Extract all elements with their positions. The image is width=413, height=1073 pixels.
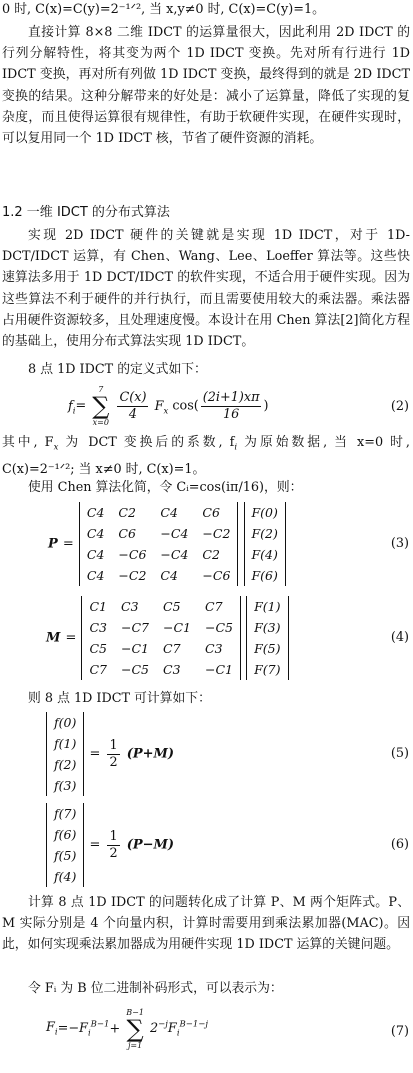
eq4-matrix: C1 C3 C5 C7 C3 −C7 −C1 −C5 C5 −C1 C7 C3 C7 −C5 C3 −C1 xyxy=(81,596,241,680)
equation-3: P = C4 C2 C4 C6 C4 C6 −C4 −C2 C4 −C6 −C4 C2 C4 −C2 C4 −C6 F(0) F(2) F(4) F(6) (3) xyxy=(0,500,413,588)
paragraph-row-column-decomposition: 直接计算 8×8 二维 IDCT 的运算量很大，因此利用 2D IDCT 的行列分解特性，将其变为两个 1D IDCT 变换。先对所有行进行 1D IDCT 变换，再对所有列做 1D IDCT 变换，最终得到的就是 2D IDCT 变换的结果。这种分解带来的好处是：减小了运算量，降低了实现的复杂度，而且使得运算很有规律性，有助于软硬件实现，在硬件实现时，可以复用同一个 1D IDCT 核，节省了硬件资源的消耗。 xyxy=(2,25,410,147)
eq5-half: $\frac{1}{2}$ xyxy=(109,737,118,770)
eq3-label: P xyxy=(48,536,58,552)
paragraph-twos-complement: 令 Fᵢ 为 B 位二进制补码形式，可以表示为： xyxy=(28,981,283,996)
text-line-top: 0 时, C(x)=C(y)=2⁻¹ᐟ², 当 x,y≠0 时, C(x)=C(y)=1。 xyxy=(2,2,325,17)
eq7-lhs: $F_i$ xyxy=(46,1020,58,1038)
paragraph-definition-intro: 8 点 1D IDCT 的定义式如下： xyxy=(28,362,207,377)
paragraph-where: 其中, $F_x$ 为 DCT 变换后的系数, $f_i$ 为原始数据, 当 x=0 时, C(x)=2⁻¹ᐟ²; 当 x≠0 时, C(x)=1。 xyxy=(2,435,410,477)
eq6-half: $\frac{1}{2}$ xyxy=(109,828,118,861)
eq3-vector: F(0) F(2) F(4) F(6) xyxy=(244,502,286,586)
equation-4: M = C1 C3 C5 C7 C3 −C7 −C1 −C5 C5 −C1 C7 C3 C7 −C5 C3 −C1 F(1) F(3) F(5) F(7) (4) xyxy=(0,594,413,682)
eq6-number: (6) xyxy=(390,837,409,852)
eq2-sum-symbol: 7 ∑ x=0 xyxy=(92,385,110,427)
equation-5: f(0) f(1) f(2) f(3) = $\frac{1}{2}$ (P+M) (5) xyxy=(0,712,413,798)
eq6-vector: f(7) f(6) f(5) f(4) xyxy=(46,803,84,887)
eq4-vector: F(1) F(3) F(5) F(7) xyxy=(246,596,288,680)
eq4-number: (4) xyxy=(390,630,409,645)
eq7-sum-symbol: B−1 ∑ j=1 xyxy=(126,1008,144,1050)
eq6-expr: (P−M) xyxy=(126,837,175,853)
eq2-cos-fraction: $\frac{(2i+1)x\pi}{16}$ xyxy=(202,389,260,422)
paragraph-distributed-algorithm: 实现 2D IDCT 硬件的关键就是实现 1D IDCT，对于 1D-DCT/IDCT 运算，有 Chen、Wang、Lee、Loeffer 算法等。这些快速算法多用于 1D DCT/IDCT 的软件实现，不适合用于硬件实现。因为这些算法不利于硬件的并行执行，而且需要使用较大的乘法器。乘法器占用硬件资源较多，且处理速度慢。本设计在用 Chen 算法[2]简化方程的基础上，使用分布式算法实现 1D IDCT。 xyxy=(2,228,410,350)
eq2-fraction: $\frac{C(x)}{4}$ xyxy=(119,389,147,422)
eq4-label: M xyxy=(46,630,61,646)
eq5-vector: f(0) f(1) f(2) f(3) xyxy=(46,712,84,796)
eq2-lhs: $f_i$ xyxy=(68,398,76,417)
equation-6: f(7) f(6) f(5) f(4) = $\frac{1}{2}$ (P−M) (6) xyxy=(0,803,413,889)
eq5-expr: (P+M) xyxy=(126,746,175,762)
section-heading: 1.2 一维 IDCT 的分布式算法 xyxy=(2,205,170,220)
eq7-plus: + xyxy=(109,1021,121,1037)
eq7-first-term: $=-F_i^{B-1}$ xyxy=(57,1019,110,1039)
eq2-coefficient: $F_x$ xyxy=(154,398,169,417)
paragraph-compute-as: 则 8 点 1D IDCT 可计算如下： xyxy=(28,691,211,706)
equation-2: $f_i=$ 7 ∑ x=0 $\frac{C(x)}{4}$ $F_x$ cos( $\frac{(2i+1)x\pi}{16}$ ) (2) xyxy=(68,385,409,427)
eq7-number: (7) xyxy=(390,1024,409,1039)
equation-7 xyxy=(0,1004,413,1062)
eq2-cos: cos( xyxy=(172,398,199,414)
paragraph-chen-simplify: 使用 Chen 算法化简，令 Cᵢ=cos(iπ/16)，则： xyxy=(28,480,303,495)
eq7-sum-term: $2^{-j}F_i^{B-1-j}$ xyxy=(150,1019,209,1039)
eq5-number: (5) xyxy=(390,746,409,761)
eq2-close-paren: ) xyxy=(263,398,269,414)
paragraph-mac: 计算 8 点 1D IDCT 的问题转化成了计算 P、M 两个矩阵式。P、M 实际分别是 4 个向量内积，计算时需要用到乘法累加器(MAC)。因此，如何实现乘法累加器成为用硬件实现 1D IDCT 运算的关键问题。 xyxy=(2,895,410,953)
eq3-number: (3) xyxy=(390,536,409,551)
eq3-matrix: C4 C2 C4 C6 C4 C6 −C4 −C2 C4 −C6 −C4 C2 C4 −C2 C4 −C6 xyxy=(79,502,239,586)
eq2-number: (2) xyxy=(390,399,409,414)
